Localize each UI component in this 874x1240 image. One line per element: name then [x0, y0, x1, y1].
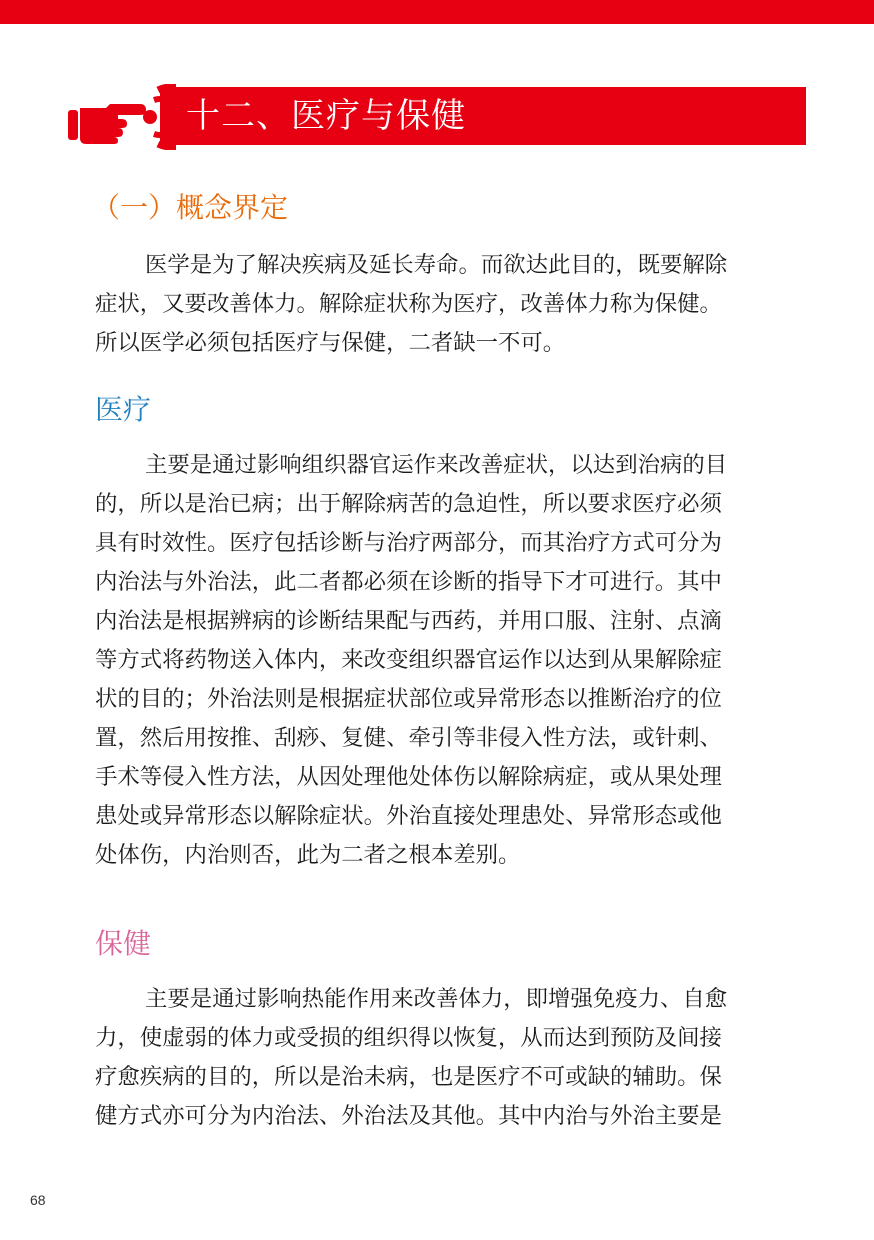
medical-line: 等方式将药物送入体内，来改变组织器官运作以达到从果解除症 — [95, 647, 722, 673]
page-number: 68 — [30, 1192, 46, 1208]
medical-line: 具有时效性。医疗包括诊断与治疗两部分，而其治疗方式可分为 — [95, 530, 722, 556]
health-paragraph — [95, 980, 785, 1136]
health-line: 健方式亦可分为内治法、外治法及其他。其中内治与外治主要是 — [95, 1103, 722, 1129]
section-heading: （一）概念界定 — [92, 191, 289, 224]
intro-line: 所以医学必须包括医疗与保健，二者缺一不可。 — [95, 330, 566, 356]
medical-line: 内治法与外治法，此二者都必须在诊断的指导下才可进行。其中 — [95, 569, 722, 595]
medical-line: 患处或异常形态以解除症状。外治直接处理患处、异常形态或他 — [95, 803, 722, 829]
medical-line: 置，然后用按推、刮痧、复健、牵引等非侵入性方法，或针刺、 — [95, 725, 722, 751]
medical-line: 状的目的；外治法则是根据症状部位或异常形态以推断治疗的位 — [95, 686, 722, 712]
medical-heading: 医疗 — [95, 393, 152, 426]
intro-paragraph — [95, 246, 785, 363]
pointing-hand-target-icon — [66, 84, 176, 150]
intro-line: 症状，又要改善体力。解除症状称为医疗，改善体力称为保健。 — [95, 291, 722, 317]
health-line: 疗愈疾病的目的，所以是治未病，也是医疗不可或缺的辅助。保 — [95, 1064, 722, 1090]
medical-line: 的，所以是治已病；出于解除病苦的急迫性，所以要求医疗必须 — [95, 491, 722, 517]
medical-line: 处体伤，内治则否，此为二者之根本差别。 — [95, 842, 521, 868]
medical-paragraph — [95, 446, 785, 875]
health-line: 主要是通过影响热能作用来改善体力，即增强免疫力、自愈 — [145, 986, 728, 1012]
top-accent-bar — [0, 0, 874, 24]
health-heading: 保健 — [95, 927, 152, 960]
intro-line: 医学是为了解决疾病及延长寿命。而欲达此目的，既要解除 — [145, 252, 728, 278]
medical-line: 内治法是根据辨病的诊断结果配与西药，并用口服、注射、点滴 — [95, 608, 722, 634]
health-line: 力，使虚弱的体力或受损的组织得以恢复，从而达到预防及间接 — [95, 1025, 722, 1051]
medical-line: 主要是通过影响组织器官运作来改善症状，以达到治病的目 — [145, 452, 728, 478]
chapter-title: 十二、医疗与保健 — [186, 96, 466, 136]
medical-line: 手术等侵入性方法，从因处理他处体伤以解除病症，或从果处理 — [95, 764, 722, 790]
